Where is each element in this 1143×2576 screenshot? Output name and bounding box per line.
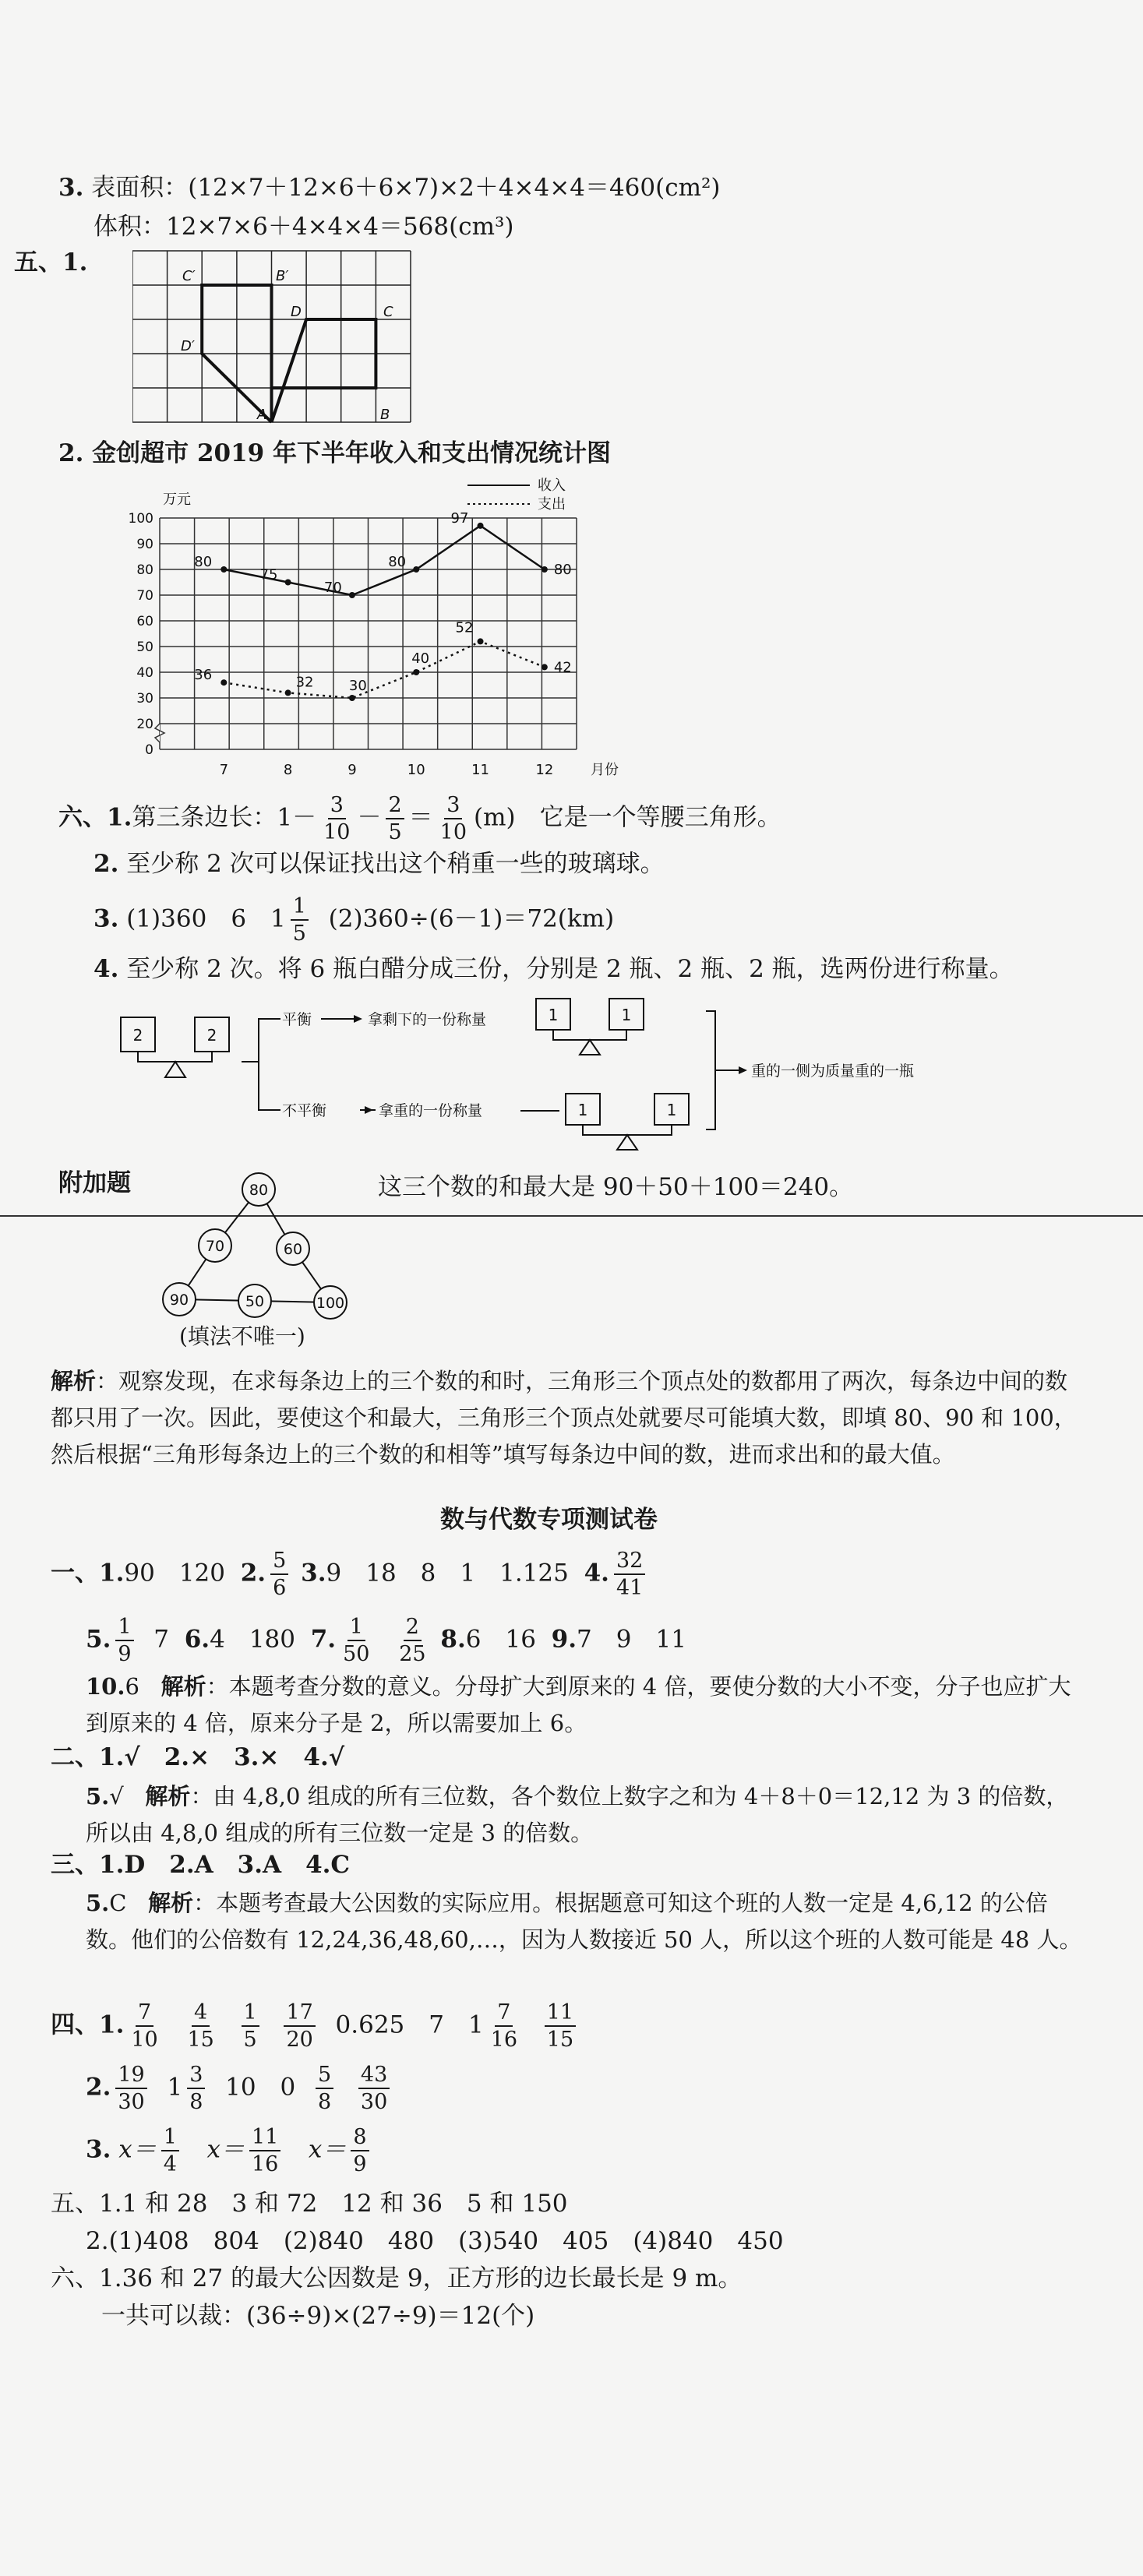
triangle-note: (填法不唯一) [179,1323,305,1349]
denominator: 8 [189,2090,203,2114]
question-number: 5. [86,1625,111,1654]
y-tick-label: 20 [136,717,153,732]
question-number: 10. [86,1673,125,1700]
test-s6-q1: 六、1.36 和 27 的最大公因数是 9，正方形的边长最长是 9 m。 [51,2264,743,2292]
extra-answer: 这三个数的和最大是 90＋50＋100＝240。 [378,1173,854,1201]
denominator: 16 [251,2152,279,2176]
income-value-label: 70 [323,580,342,596]
expense-value-label: 42 [553,659,572,676]
denominator: 4 [163,2152,177,2176]
question-number: 2. [240,1559,266,1588]
series-expense-line [224,641,545,698]
y-tick-label: 50 [136,640,153,655]
expense-value-label: 40 [411,650,430,667]
node-top: 80 [249,1182,269,1199]
axis-break [155,724,164,742]
expense-point [349,695,355,701]
fraction [438,795,469,843]
unbalance-result: 拿重的一份称量 [379,1102,483,1119]
line-chart [117,471,678,798]
x-tick-label: 12 [535,762,554,778]
question-number: 3. [58,174,84,202]
answer: 6 [125,1673,139,1700]
denominator: 25 [399,1642,426,1666]
question-number: 3. [93,904,119,933]
denominator: 16 [490,2028,518,2052]
q4-text: 至少称 2 次。将 6 瓶白醋分成三份，分别是 2 瓶、2 瓶、2 瓶，选两份进行称量。 [126,955,1014,983]
box-bot-b: 1 [666,1101,677,1119]
box-left-a: 2 [132,1026,143,1045]
fraction [115,1616,133,1665]
question-number: 9. [551,1625,577,1654]
numerator: 7 [495,2002,513,2027]
expense-value-label: 30 [348,678,367,694]
test-title: 数与代数专项测试卷 [440,1506,658,1534]
fraction [249,2127,280,2175]
y-tick-label: 90 [136,537,153,552]
denominator: 6 [273,1576,287,1600]
question-number: 8. [440,1625,466,1654]
box-left-b: 2 [206,1026,217,1045]
legend-expense: 支出 [538,496,566,513]
denominator: 5 [388,820,402,844]
fraction [129,2002,160,2050]
numerator: 11 [249,2127,280,2151]
box-bot-a: 1 [577,1101,588,1119]
answer: 9 18 8 1 1.125 [326,1559,569,1588]
section-label: 一、1. [51,1559,125,1588]
denominator: 5 [243,2028,257,2052]
question-number: 3. [301,1559,326,1588]
test-s4-q1 [51,2002,580,2050]
question-number: 2. [93,850,119,878]
numerator: 8 [351,2127,369,2151]
income-point [285,580,291,586]
x-tick-label: 9 [347,762,357,778]
income-value-label: 97 [450,509,469,527]
expense-value-label: 36 [194,667,213,684]
denominator: 30 [118,2090,145,2114]
series-income-line [224,526,545,595]
sec6-q2 [93,849,665,879]
numerator: 1 [347,1616,365,1641]
expense-point [413,669,419,675]
denominator: 30 [360,2090,388,2114]
analysis-text: ：由 4,8,0 组成的所有三位数，各个数位上数字之和为 4＋8＋0＝12,12 为 3 的倍数，所以由 4,8,0 组成的所有三位数一定是 3 的倍数。 [86,1783,1069,1846]
section-label: 四、1. [51,2010,125,2039]
test-s1-line1 [51,1550,650,1598]
numerator: 7 [136,2002,153,2027]
y-tick-label: 0 [145,742,153,758]
node-bottom-left: 90 [169,1292,189,1309]
numerator: 3 [328,795,346,819]
income-point [542,566,548,573]
income-point [220,566,227,573]
sec6-q1 [58,795,781,843]
numerator: 3 [187,2064,205,2089]
answer: √ [109,1783,124,1810]
sec5-q1-number: 五、1. [14,248,88,277]
expense-value-label: 32 [295,674,314,691]
label-b: B [380,407,390,423]
test-s1-q10 [86,1669,1091,1742]
x-axis-label: 月份 [591,762,619,778]
fraction [242,2002,259,2050]
income-value-label: 80 [388,554,407,570]
numerator: 1 [242,2002,259,2027]
analysis-text: ：本题考查分数的意义。分母扩大到原来的 4 倍，要使分数的大小不变，分子也应扩大到原来的 4 倍，原来分子是 2，所以需要加上 6。 [86,1673,1071,1736]
y-tick-label: 80 [136,562,153,578]
question-number: 2. [86,2073,111,2102]
answer: C [109,1890,127,1916]
answer: 1 [167,2073,183,2102]
expense-point [478,638,484,644]
numerator: 17 [284,2002,315,2027]
box-top-a: 1 [548,1006,559,1024]
test-s3-line: 三、1.D 2.A 3.A 4.C [51,1851,351,1879]
sec5-q3-volume: 体积：12×7×6＋4×4×4＝568(cm³) [93,213,514,241]
question-number: 7. [310,1625,337,1654]
extra-analysis [51,1363,1087,1473]
conclusion: 重的一侧为质量重的一瓶 [751,1062,915,1080]
numerator: 5 [316,2064,333,2089]
y-tick-label: 40 [136,665,153,681]
sec5-q3-area [58,173,721,203]
label-d: D [291,304,302,320]
sec6-q4 [93,954,1014,985]
minus: － [357,803,382,832]
y-tick-label: 30 [136,691,153,707]
label-a: A [257,407,267,423]
x-tick-label: 10 [407,762,425,778]
test-s4-q3 [86,2127,374,2175]
node-right-mid: 60 [283,1241,303,1258]
fraction [270,1550,288,1598]
numerator: 2 [386,795,404,819]
denominator: 9 [353,2152,367,2176]
test-s5-q1: 五、1.1 和 28 3 和 72 12 和 36 5 和 150 [51,2190,568,2218]
expense-point [220,679,227,685]
label-c: C [383,304,393,320]
q3-tail: (2)360÷(6－1)＝72(km) [328,904,615,933]
numerator: 1 [115,1616,133,1641]
answer: 7 9 11 [577,1625,686,1654]
numerator: 2 [404,1616,422,1641]
y-tick-label: 70 [136,588,153,604]
answer: 90 120 [124,1559,225,1588]
denominator: 15 [187,2028,214,2052]
fraction [161,2127,179,2175]
income-point [349,592,355,598]
question-number: 6. [184,1625,210,1654]
fraction [321,795,352,843]
denominator: 50 [343,1642,370,1666]
fraction [358,2064,390,2113]
balance-label: 平衡 [282,1011,312,1028]
label-d-prime: D′ [181,338,195,354]
q1-tail: (m) 它是一个等腰三角形。 [474,803,781,832]
fraction [316,2064,333,2113]
income-point [413,566,419,573]
x-tick-label: 7 [219,762,229,778]
question-number: 4. [584,1559,609,1588]
fraction [115,2064,146,2113]
numerator: 19 [115,2064,146,2089]
x-tick-label: 8 [283,762,293,778]
question-number: 4. [93,955,119,983]
node-bottom-mid: 50 [245,1293,265,1310]
question-number: 六、1. [58,803,132,832]
analysis-label: 解析 [148,1890,194,1916]
expense-point [542,664,548,670]
income-value-label: 75 [259,566,278,583]
answer: 6 16 [465,1625,536,1654]
fraction [340,1616,372,1665]
fraction [351,2127,369,2175]
analysis-label: 解析 [51,1368,97,1394]
numerator: 1 [161,2127,179,2151]
test-s3-q5 [86,1885,1091,1958]
area-text: 表面积：(12×7＋12×6＋6×7)×2＋4×4×4＝460(cm²) [91,174,721,202]
analysis-label: 解析 [145,1783,191,1810]
label-c-prime: C′ [182,268,196,284]
weighing-diagram [117,989,1013,1153]
y-tick-label: 100 [128,511,153,527]
fraction [185,2002,216,2050]
denominator: 10 [131,2028,158,2052]
legend-income: 收入 [538,477,566,494]
chart-title-line [58,439,611,469]
box-top-b: 1 [621,1006,632,1024]
answer: 0.625 7 1 [335,2010,484,2039]
fraction [489,2002,520,2050]
equation: x＝ [308,2135,347,2164]
question-number: 3. [86,2135,111,2164]
q2-text: 至少称 2 次可以保证找出这个稍重一些的玻璃球。 [126,850,665,878]
q3-text: (1)360 6 1 [126,904,286,933]
fraction [291,896,309,944]
test-s1-line2 [86,1616,686,1665]
numerator: 32 [614,1550,645,1575]
q1-text: 第三条边长：1－ [132,803,317,832]
test-s6-q1b: 一共可以裁：(36÷9)×(27÷9)＝12(个) [101,2302,535,2330]
chart-title: 金创超市 2019 年下半年收入和支出情况统计图 [92,439,612,467]
question-number: 2. [58,439,84,467]
y-axis-label: 万元 [163,492,191,508]
denominator: 15 [546,2028,574,2052]
denominator: 20 [286,2028,313,2052]
test-s2-line: 二、1.√ 2.× 3.× 4.√ [51,1743,345,1771]
analysis-label: 解析 [161,1673,206,1700]
analysis-text: ：本题考查最大公因数的实际应用。根据题意可知这个班的人数一定是 4,6,12 的公倍数。他们的公倍数有 12,24,36,48,60,…，因为人数接近 50 人，所以这个班的人数可能是 48 人。 [86,1890,1082,1953]
fraction [545,2002,576,2050]
sec6-q3 [93,896,614,944]
node-bottom-right: 100 [316,1295,345,1312]
expense-point [285,689,291,696]
numerator: 1 [291,896,309,921]
numerator: 43 [358,2064,390,2089]
question-number: 5. [86,1890,110,1916]
equation: x＝ [206,2135,245,2164]
y-tick-label: 60 [136,614,153,629]
expense-value-label: 52 [455,619,474,636]
equals: ＝ [408,803,433,832]
numerator: 5 [270,1550,288,1575]
answer: 10 0 [225,2073,296,2102]
fraction [614,1550,645,1598]
numerator: 4 [192,2002,210,2027]
answer: 4 180 [210,1625,296,1654]
extra-title: 附加题 [58,1169,131,1197]
label-b-prime: B′ [276,268,289,284]
test-s5-q2: 2.(1)408 804 (2)840 480 (3)540 405 (4)840 450 [86,2227,784,2255]
denominator: 10 [323,820,351,844]
test-s2-q5 [86,1778,1091,1852]
income-value-label: 80 [553,562,572,578]
denominator: 8 [317,2090,332,2114]
denominator: 9 [118,1642,132,1666]
answer: 7 [153,1625,170,1654]
denominator: 5 [292,922,306,946]
denominator: 41 [616,1576,644,1600]
income-point [478,523,484,529]
income-value-label: 80 [194,554,213,570]
fraction [397,1616,428,1665]
grid-figure [132,249,421,425]
balance-result: 拿剩下的一份称量 [368,1011,487,1028]
unbalance-label: 不平衡 [282,1102,327,1119]
fraction [386,795,404,843]
x-tick-label: 11 [471,762,489,778]
node-left-mid: 70 [205,1238,225,1255]
equation: x＝ [118,2135,157,2164]
fraction [187,2064,205,2113]
numerator: 11 [545,2002,576,2027]
fraction [284,2002,315,2050]
denominator: 10 [439,820,467,844]
analysis-text: ：观察发现，在求每条边上的三个数的和时，三角形三个顶点处的数都用了两次，每条边中间的数都只用了一次。因此，要使这个和最大，三角形三个顶点处就要尽可能填大数，即填 80、90 和 100，然后根据“三角形每条边上的三个数的和相等”填写每条边中间的数，进而求出和的最大值。 [51,1368,1077,1468]
original-shape [272,319,376,422]
test-s4-q2 [86,2064,394,2113]
question-number: 5. [86,1783,110,1810]
numerator: 3 [444,795,462,819]
